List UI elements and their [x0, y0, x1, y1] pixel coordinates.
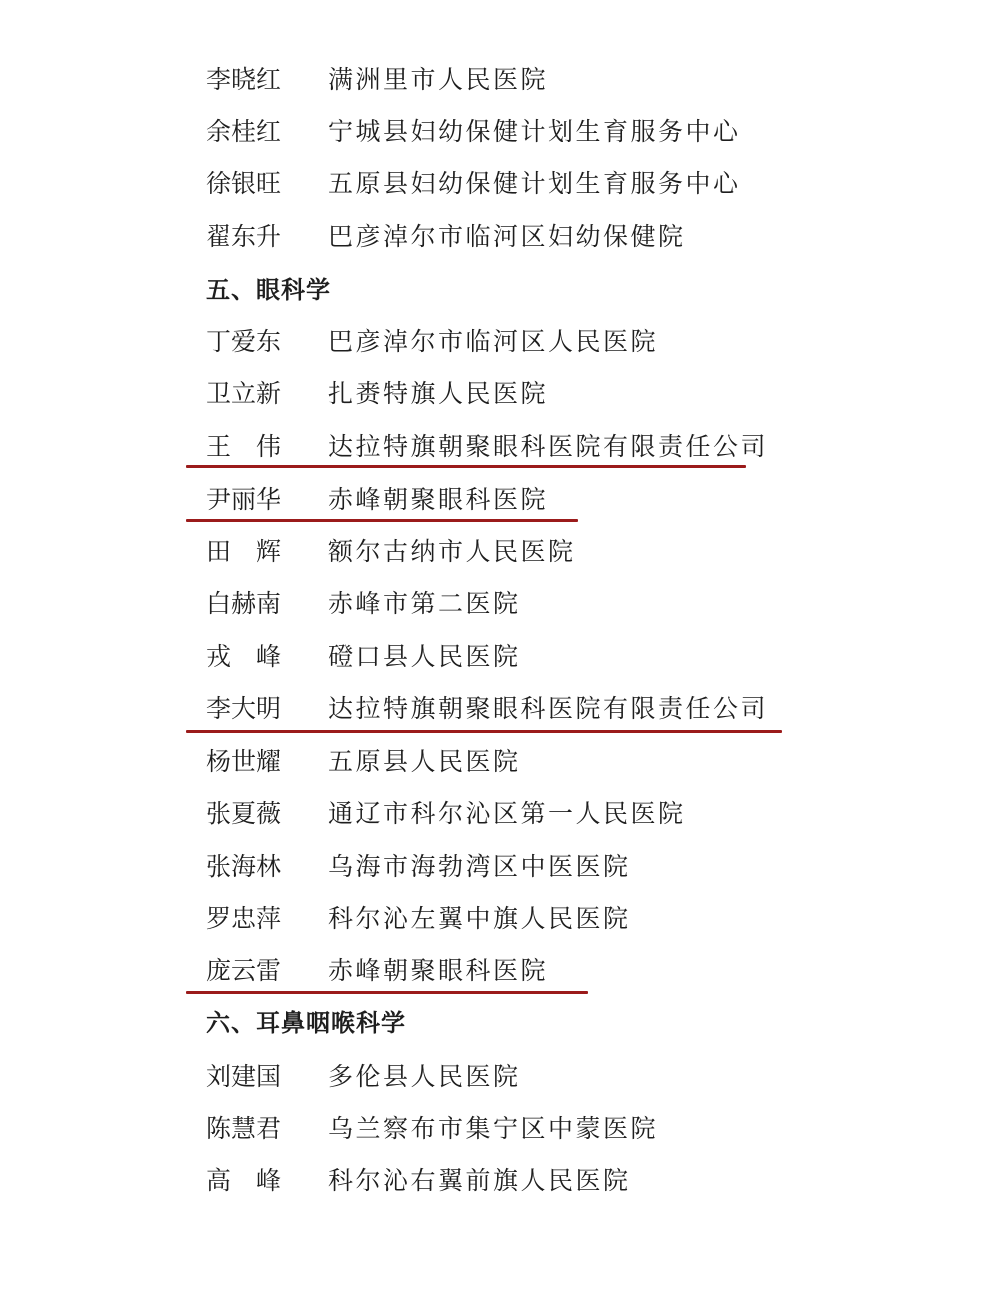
highlight-underline	[186, 519, 578, 522]
person-name: 杨世耀	[206, 747, 282, 776]
institution-name: 科尔沁左翼中旗人民医院	[328, 904, 631, 933]
person-name: 刘建国	[206, 1062, 282, 1091]
person-name: 戎 峰	[206, 642, 282, 671]
list-item	[0, 1057, 1000, 1097]
list-item	[0, 1161, 1000, 1201]
person-name: 罗忠萍	[206, 904, 282, 933]
list-item	[0, 374, 1000, 414]
person-name: 庞云雷	[206, 956, 282, 985]
highlight-underline	[186, 730, 782, 733]
person-name: 尹丽华	[206, 485, 282, 514]
list-item	[0, 637, 1000, 677]
institution-name: 满洲里市人民医院	[328, 65, 549, 94]
section-heading-ent: 六、耳鼻咽喉科学	[206, 1009, 406, 1037]
institution-name: 达拉特旗朝聚眼科医院有限责任公司	[328, 694, 769, 723]
institution-name: 巴彦淖尔市临河区人民医院	[328, 327, 659, 356]
institution-name: 额尔古纳市人民医院	[328, 537, 576, 566]
institution-name: 巴彦淖尔市临河区妇幼保健院	[328, 222, 686, 251]
list-item	[0, 427, 1000, 467]
institution-name: 乌兰察布市集宁区中蒙医院	[328, 1114, 659, 1143]
person-name: 卫立新	[206, 379, 282, 408]
person-name: 张海林	[206, 852, 282, 881]
institution-name: 磴口县人民医院	[328, 642, 521, 671]
list-item	[0, 794, 1000, 834]
person-name: 陈慧君	[206, 1114, 282, 1143]
person-name: 高 峰	[206, 1166, 282, 1195]
institution-name: 扎赉特旗人民医院	[328, 379, 549, 408]
section-heading-ophthalmology: 五、眼科学	[206, 276, 331, 304]
highlight-underline	[186, 465, 746, 468]
list-item	[0, 1109, 1000, 1149]
list-item	[0, 60, 1000, 100]
person-name: 徐银旺	[206, 169, 282, 198]
list-item	[0, 532, 1000, 572]
person-name: 白赫南	[206, 589, 282, 618]
person-name: 李晓红	[206, 65, 282, 94]
institution-name: 科尔沁右翼前旗人民医院	[328, 1166, 631, 1195]
institution-name: 五原县妇幼保健计划生育服务中心	[328, 169, 741, 198]
list-item	[0, 847, 1000, 887]
institution-name: 宁城县妇幼保健计划生育服务中心	[328, 117, 741, 146]
list-item	[0, 480, 1000, 520]
person-name: 田 辉	[206, 537, 282, 566]
person-name: 李大明	[206, 694, 282, 723]
list-item	[0, 742, 1000, 782]
institution-name: 赤峰市第二医院	[328, 589, 521, 618]
list-item	[0, 951, 1000, 991]
person-name: 丁爱东	[206, 327, 282, 356]
highlight-underline	[186, 991, 588, 994]
list-item	[0, 217, 1000, 257]
institution-name: 五原县人民医院	[328, 747, 521, 776]
list-item	[0, 584, 1000, 624]
list-item	[0, 112, 1000, 152]
institution-name: 赤峰朝聚眼科医院	[328, 485, 549, 514]
list-item	[0, 164, 1000, 204]
person-name: 王 伟	[206, 432, 282, 461]
institution-name: 通辽市科尔沁区第一人民医院	[328, 799, 686, 828]
institution-name: 乌海市海勃湾区中医医院	[328, 852, 631, 881]
person-name: 余桂红	[206, 117, 282, 146]
person-name: 翟东升	[206, 222, 282, 251]
list-item	[0, 322, 1000, 362]
list-item	[0, 899, 1000, 939]
institution-name: 多伦县人民医院	[328, 1062, 521, 1091]
list-item	[0, 689, 1000, 729]
institution-name: 赤峰朝聚眼科医院	[328, 956, 549, 985]
person-name: 张夏薇	[206, 799, 282, 828]
institution-name: 达拉特旗朝聚眼科医院有限责任公司	[328, 432, 769, 461]
